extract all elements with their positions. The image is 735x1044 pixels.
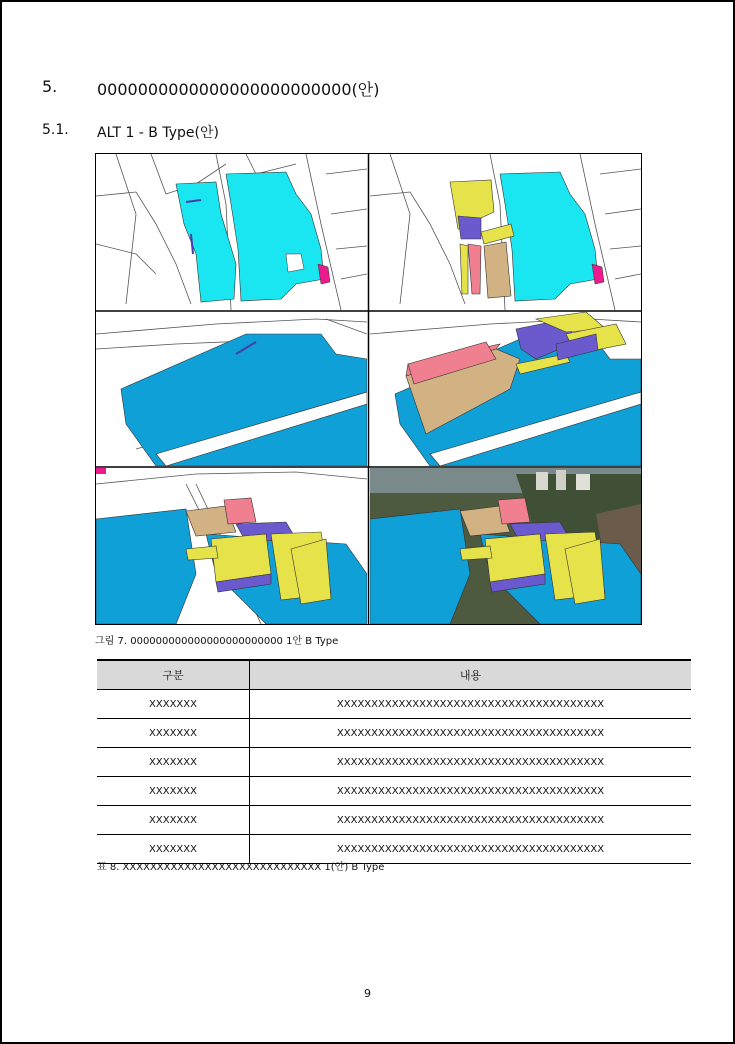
table-cell: XXXXXXXXXXXXXXXXXXXXXXXXXXXXXXXXXXXXXXX — [250, 835, 692, 864]
table-cell: XXXXXXX — [97, 835, 250, 864]
aerial-view-model — [96, 468, 367, 624]
table-cell: XXXXXXXXXXXXXXXXXXXXXXXXXXXXXXXXXXXXXXX — [250, 690, 692, 719]
column-header-category: 구분 — [97, 660, 250, 690]
table-cell: XXXXXXX — [97, 806, 250, 835]
site-plan-image-grid — [96, 154, 641, 624]
table-cell: XXXXXXX — [97, 719, 250, 748]
perspective-view-proposed — [370, 312, 641, 466]
site-plan-figure — [95, 153, 642, 625]
subsection-number: 5.1. — [42, 122, 69, 138]
summary-table — [97, 659, 691, 864]
table-caption: 표 8. XXXXXXXXXXXXXXXXXXXXXXXXXXXXX 1(안) B Type — [97, 862, 385, 873]
perspective-view-existing — [96, 312, 367, 466]
table-header-row — [97, 660, 691, 690]
section-title: 0000000000000000000000000(안) — [97, 80, 380, 99]
table-row — [97, 748, 691, 777]
plan-view-proposed — [370, 154, 641, 310]
table-row — [97, 777, 691, 806]
table-row — [97, 806, 691, 835]
subsection-title: ALT 1 - B Type(안) — [97, 125, 219, 141]
table-cell: XXXXXXXXXXXXXXXXXXXXXXXXXXXXXXXXXXXXXXX — [250, 719, 692, 748]
table-cell: XXXXXXXXXXXXXXXXXXXXXXXXXXXXXXXXXXXXXXX — [250, 748, 692, 777]
aerial-photo-composite — [370, 468, 641, 624]
page-number: 9 — [364, 987, 371, 1000]
table-row — [97, 690, 691, 719]
table-cell: XXXXXXXXXXXXXXXXXXXXXXXXXXXXXXXXXXXXXXX — [250, 777, 692, 806]
table-cell: XXXXXXX — [97, 690, 250, 719]
table-cell: XXXXXXXXXXXXXXXXXXXXXXXXXXXXXXXXXXXXXXX — [250, 806, 692, 835]
table-cell: XXXXXXX — [97, 748, 250, 777]
plan-view-existing — [96, 154, 367, 310]
table-row — [97, 719, 691, 748]
figure-caption: 그림 7. 000000000000000000000000 1안 B Type — [95, 636, 339, 647]
section-number: 5. — [42, 77, 58, 96]
column-header-content: 내용 — [250, 660, 692, 690]
table-cell: XXXXXXX — [97, 777, 250, 806]
